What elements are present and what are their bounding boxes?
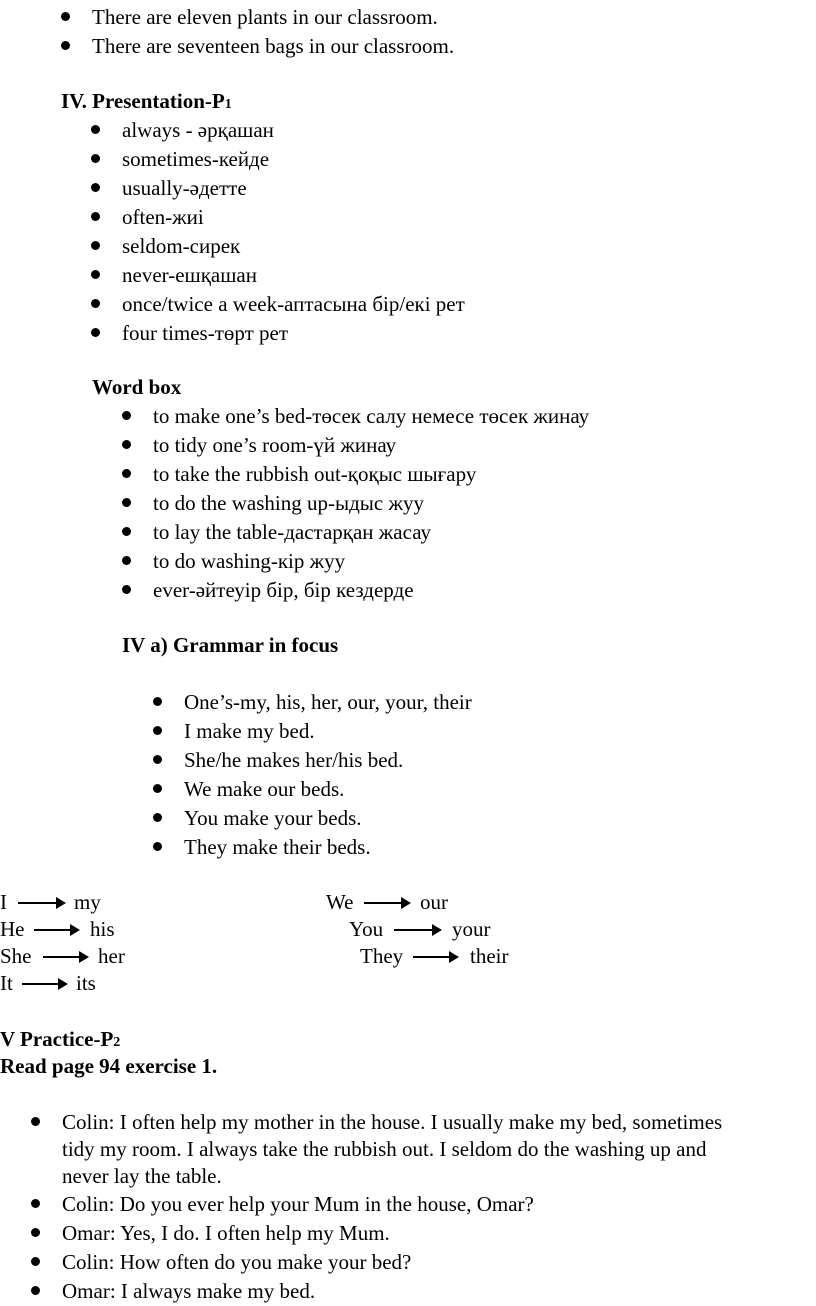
bullet-icon [31, 1257, 40, 1266]
pronoun-possessive: their [470, 944, 509, 968]
pronoun-subject: You [349, 917, 384, 941]
bullet-icon [122, 527, 131, 536]
pronoun-possessive: my [74, 890, 101, 914]
bullet-icon [31, 1117, 40, 1126]
pronoun-subject: They [360, 944, 404, 968]
dialogue-line-continuation: tidy my room. I always take the rubbish out. I seldom do the washing up and [62, 1137, 707, 1161]
list-item: to take the rubbish out-қоқыс шығару [153, 462, 477, 486]
bullet-icon [91, 270, 100, 279]
pronoun-possessive: its [76, 971, 96, 995]
pronoun-possessive: her [98, 944, 125, 968]
bullet-icon [91, 299, 100, 308]
section-heading-practice: V Practice-P2 [0, 1027, 121, 1051]
list-item: often-жиі [122, 205, 204, 229]
bullet-icon [153, 813, 162, 822]
list-item: ever-әйтеуір бір, бір кездерде [153, 578, 414, 602]
bullet-icon [91, 212, 100, 221]
bullet-icon [122, 411, 131, 420]
bullet-icon [122, 556, 131, 565]
list-item: to do the washing up-ыдыс жуу [153, 491, 424, 515]
list-item: They make their beds. [184, 835, 371, 859]
bullet-icon [61, 41, 70, 50]
pronoun-possessive: his [90, 917, 115, 941]
bullet-icon [153, 726, 162, 735]
right-arrow-icon [18, 902, 64, 904]
right-arrow-icon [34, 929, 78, 931]
right-arrow-icon [43, 956, 87, 958]
list-item: to do washing-кір жуу [153, 549, 346, 573]
list-item: There are seventeen bags in our classroom. [92, 34, 455, 58]
right-arrow-icon [394, 929, 440, 931]
bullet-icon [91, 328, 100, 337]
right-arrow-icon [413, 956, 457, 958]
pronoun-subject: It [0, 971, 13, 995]
bullet-icon [122, 585, 131, 594]
practice-instruction: Read page 94 exercise 1. [0, 1054, 218, 1078]
list-item: usually-әдетте [122, 176, 247, 200]
dialogue-line: Omar: I always make my bed. [62, 1279, 316, 1303]
section-heading-presentation: IV. Presentation-P1 [61, 89, 232, 113]
section-heading-word-box: Word box [92, 375, 182, 399]
list-item: never-ешқашан [122, 263, 257, 287]
pronoun-subject: She [0, 944, 32, 968]
list-item: There are eleven plants in our classroom. [92, 5, 438, 29]
bullet-icon [153, 755, 162, 764]
list-item: She/he makes her/his bed. [184, 748, 404, 772]
bullet-icon [91, 125, 100, 134]
list-item: We make our beds. [184, 777, 345, 801]
list-item: I make my bed. [184, 719, 315, 743]
dialogue-line: Colin: Do you ever help your Mum in the house, Omar? [62, 1192, 534, 1216]
bullet-icon [31, 1286, 40, 1295]
list-item: to lay the table-дастарқан жасау [153, 520, 431, 544]
list-item: to tidy one’s room-үй жинау [153, 433, 397, 457]
bullet-icon [153, 784, 162, 793]
list-item: always - әрқашан [122, 118, 274, 142]
bullet-icon [91, 241, 100, 250]
list-item: to make one’s bed-төсек салу немесе төсек жинау [153, 404, 590, 428]
list-item: You make your beds. [184, 806, 362, 830]
pronoun-subject: We [326, 890, 354, 914]
pronoun-possessive: your [452, 917, 491, 941]
bullet-icon [122, 440, 131, 449]
bullet-icon [91, 154, 100, 163]
dialogue-line: Omar: Yes, I do. I often help my Mum. [62, 1221, 390, 1245]
pronoun-subject: I [0, 890, 7, 914]
pronoun-possessive: our [420, 890, 448, 914]
section-heading-grammar: IV a) Grammar in focus [122, 633, 339, 657]
bullet-icon [61, 12, 70, 21]
bullet-icon [122, 469, 131, 478]
list-item: seldom-сирек [122, 234, 241, 258]
bullet-icon [91, 183, 100, 192]
bullet-icon [31, 1228, 40, 1237]
dialogue-line-continuation: never lay the table. [62, 1164, 222, 1188]
dialogue-line: Colin: I often help my mother in the house. I usually make my bed, sometimes [62, 1110, 723, 1134]
bullet-icon [31, 1199, 40, 1208]
right-arrow-icon [22, 983, 66, 985]
list-item: One’s-my, his, her, our, your, their [184, 690, 472, 714]
bullet-icon [153, 697, 162, 706]
list-item: once/twice a week-аптасына бір/екі рет [122, 292, 465, 316]
pronoun-subject: He [0, 917, 25, 941]
bullet-icon [153, 842, 162, 851]
dialogue-line: Colin: How often do you make your bed? [62, 1250, 412, 1274]
right-arrow-icon [364, 902, 409, 904]
bullet-icon [122, 498, 131, 507]
list-item: sometimes-кейде [122, 147, 270, 171]
list-item: four times-төрт рет [122, 321, 289, 345]
